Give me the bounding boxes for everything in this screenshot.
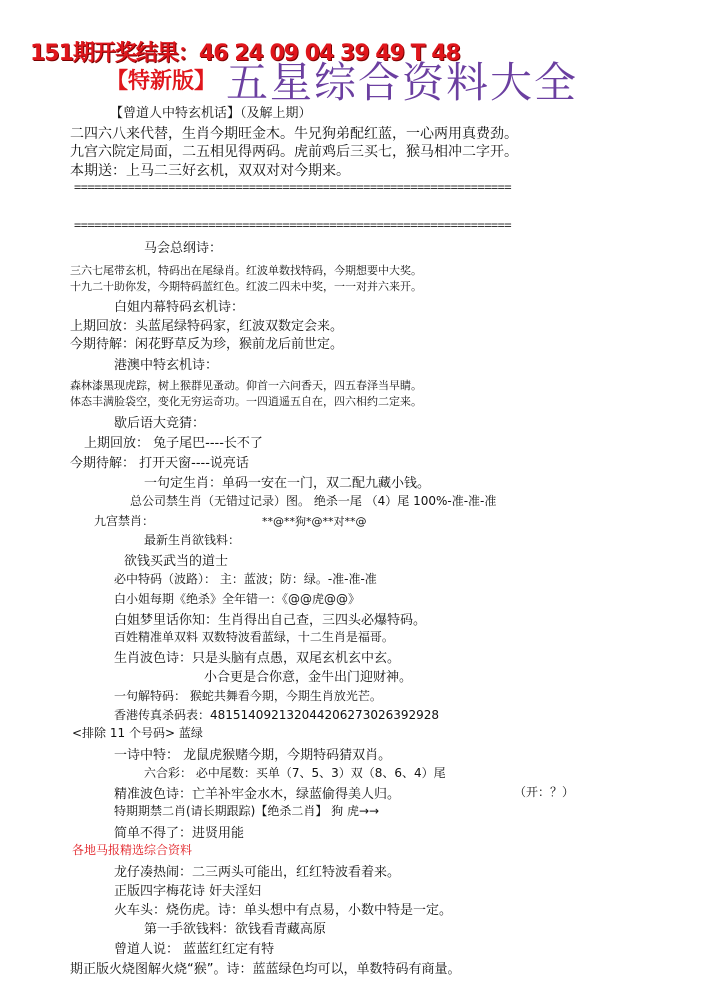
verse-line: 百姓精准单双料 双数特波看蓝绿，十二生肖是福哥。	[114, 630, 394, 644]
verse-line: 一诗中特： 龙鼠虎猴赌今期，今期特码猜双肖。	[114, 748, 392, 763]
verse-line: 三六七尾带玄机，特码出在尾绿肖。红波单数找特码，今期想要中大奖。	[70, 264, 422, 277]
edition-label: 【特新版】	[106, 69, 217, 94]
kai-note: （开：？）	[514, 785, 575, 799]
verse-line: 正版四字梅花诗 奸夫淫妇	[114, 884, 262, 899]
verse-line: 香港传真杀码表：48151409213204420627302639​2928	[114, 708, 440, 722]
page-title: 五星综合资料大全	[226, 58, 579, 107]
verse-line: 一句定生肖：单码一安在一门，双二配九藏小钱。	[144, 476, 431, 491]
verse-line: 白姐梦里话你知：生肖得出自己查，三四头必爆特码。	[114, 613, 427, 628]
verse-line: <排除 11 个号码> 蓝绿	[72, 726, 203, 740]
section-heading-red: 各地马报精选综合资料	[72, 843, 193, 857]
verse-line: 精准波色诗：亡羊补牢金水木，绿蓝偷得美人归。	[114, 787, 401, 802]
separator: =================================================================	[74, 180, 512, 194]
verse-line: 必中特码（波路）： 主：蓝波；防：绿。-准-准-准	[114, 572, 377, 586]
verse-line: 特期期禁二肖(请长期跟踪)【绝杀二肖】 狗 虎→→	[114, 804, 380, 818]
result-banner: 151期开奖结果：46 24 09 04 39 49 T 48	[30, 41, 460, 66]
verse-line: 第一手欲钱料：欲钱看青藏高原	[144, 922, 327, 937]
separator: =================================================================	[74, 218, 512, 232]
section-heading: 最新生肖欲钱料：	[144, 533, 241, 547]
verse-line: 火车头：烧伤虎。诗：单头想中有点易，小数中特是一定。	[114, 903, 453, 918]
verse-line: 生肖波色诗：只是头脑有点愚，双尾玄机玄中玄。	[114, 651, 401, 666]
section-heading: 港澳中特玄机诗：	[114, 358, 219, 373]
verse-line: 总公司禁生肖（无错过记录）图。 绝杀一尾 （4）尾 100%-准-准-准	[130, 494, 497, 508]
verse-line: 森林漆黑现虎踪，树上猴群见蚤动。仰首一六问香天，四五春泽当早睛。	[70, 379, 422, 392]
verse-line: 曾道人说： 蓝蓝红红定有特	[114, 942, 275, 957]
verse-line: 六合彩： 必中尾数：买单（7、5、3）双（8、6、4）尾	[144, 766, 446, 780]
verse-line: 十九二十助你发，今期特码蓝红色。红波二四未中奖，一一对并六来开。	[70, 280, 422, 293]
verse-line: 欲钱买武当的道士	[124, 554, 229, 569]
heading-zengdaoren: 【曾道人中特玄机话】（及解上期）	[110, 106, 312, 121]
verse-line: 龙仔凑热闹：二三两头可能出，红红特波看着来。	[114, 865, 401, 880]
section-heading: 白姐内幕特码玄机诗：	[114, 300, 245, 315]
verse-line: 一句解特码： 猴蛇共舞看今期，今期生肖放光芒。	[114, 689, 382, 703]
verse-line: 今期待解：闲花野草反为珍，猴前龙后前世定。	[70, 337, 344, 352]
verse-line: 本期送：上马二三好玄机，双双对对今期来。	[70, 163, 350, 179]
jiugong-value: **@**狗*@**对**@	[262, 515, 367, 528]
verse-line: 今期待解： 打开天窗----说亮话	[70, 456, 249, 471]
verse-line: 白小姐每期《绝杀》全年错一：《@@虎@@》	[114, 592, 361, 606]
verse-line: 简单不得了：进贤用能	[114, 826, 245, 841]
section-heading: 马会总纲诗：	[144, 241, 223, 256]
verse-line: 上期回放： 兔子尾巴----长不了	[84, 436, 263, 451]
verse-line: 期正版火烧图解火烧“猴”。诗：蓝蓝绿色均可以，单数特码有商量。	[70, 962, 461, 977]
verse-line: 上期回放：头蓝尾绿特码家，红波双数定会来。	[70, 319, 344, 334]
verse-line: 九宫六院定局面，二五相见得两码。虎前鸡后三买七，猴马相冲二字开。	[70, 144, 518, 160]
jiugong-label: 九宫禁肖：	[94, 514, 155, 528]
verse-line: 二四六八来代替，生肖今期旺金木。牛兄狗弟配红蓝，一心两用真费劲。	[70, 126, 518, 142]
verse-line: 体态丰满脸袋空，变化无穷运奇功。一四逍遥五自在，四六相约二定来。	[70, 395, 422, 408]
verse-line: 小合更是合你意，金牛出门迎财神。	[204, 670, 413, 685]
section-heading: 歇后语大竞猜：	[114, 416, 206, 431]
